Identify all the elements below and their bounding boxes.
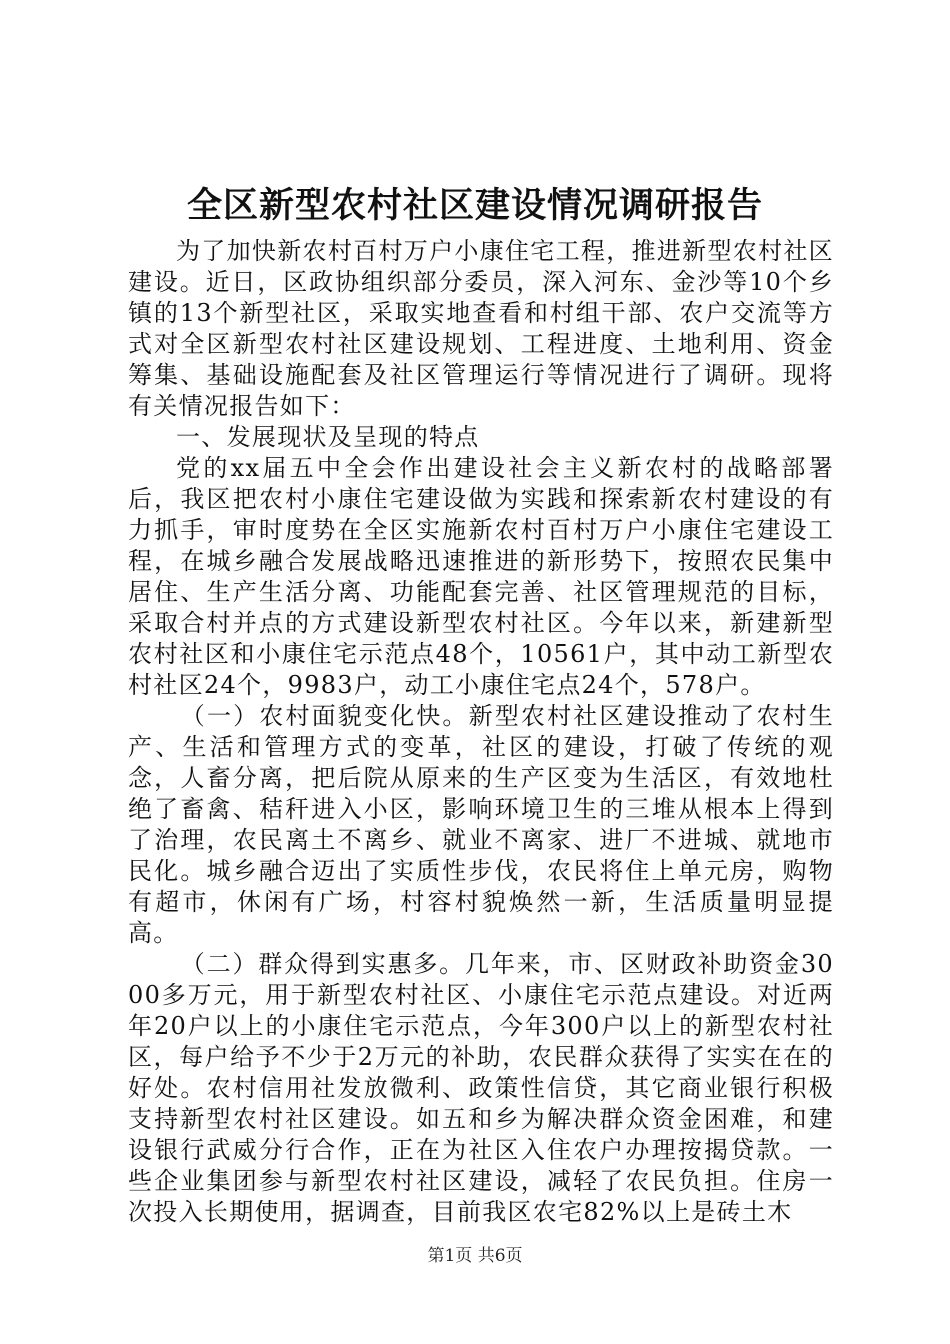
page-footer: 第1页 共6页 [427,1246,523,1266]
section-heading: 一、发展现状及呈现的特点 [176,423,480,451]
document-title: 全区新型农村社区建设情况调研报告 [186,185,763,226]
intro-paragraph: 为了加快新农村百村万户小康住宅工程，推进新型农村社区建设。近日，区政协组织部分委员，深入河东、金沙等10个乡镇的13个新型社区，采取实地查看和村组干部、农户交流等方式对全区新型农村社区建设规划、工程进度、土地利用、资金筹集、基础设施配套及社区管理运行等情况进行了调研。现将有关情况报告如下： [128,237,834,420]
subsection-paragraph-1: （一）农村面貌变化快。新型农村社区建设推动了农村生产、生活和管理方式的变革，社区的建设，打破了传统的观念，人畜分离，把后院从原来的生产区变为生活区，有效地杜绝了畜禽、秸秆进入小区，影响环境卫生的三堆从根本上得到了治理，农民离土不离乡、就业不离家、进厂不进城、就地市民化。城乡融合迈出了实质性步伐，农民将住上单元房，购物有超市，休闲有广场，村容村貌焕然一新，生活质量明显提高。 [128,702,834,947]
status-paragraph: 党的xx届五中全会作出建设社会主义新农村的战略部署后，我区把农村小康住宅建设做为实践和探索新农村建设的有力抓手，审时度势在全区实施新农村百村万户小康住宅建设工程，在城乡融合发展战略迅速推进的新形势下，按照农民集中居住、生产生活分离、功能配套完善、社区管理规范的目标，采取合村并点的方式建设新型农村社区。今年以来，新建新型农村社区和小康住宅示范点48个，10561户，其中动工新型农村社区24个，9983户，动工小康住宅点24个，578户。 [128,454,834,699]
document-body [128,236,834,1228]
subsection-paragraph-2: （二）群众得到实惠多。几年来，市、区财政补助资金3000多万元，用于新型农村社区、小康住宅示范点建设。对近两年20户以上的小康住宅示范点，今年300户以上的新型农村社区，每户给予不少于2万元的补助，农民群众获得了实实在在的好处。农村信用社发放微利、政策性信贷，其它商业银行积极支持新型农村社区建设。如五和乡为解决群众资金困难，和建设银行武威分行合作，正在为社区入住农户办理按揭贷款。一些企业集团参与新型农村社区建设，减轻了农民负担。住房一次投入长期使用，据调查，目前我区农宅82%以上是砖土木 [128,950,834,1226]
